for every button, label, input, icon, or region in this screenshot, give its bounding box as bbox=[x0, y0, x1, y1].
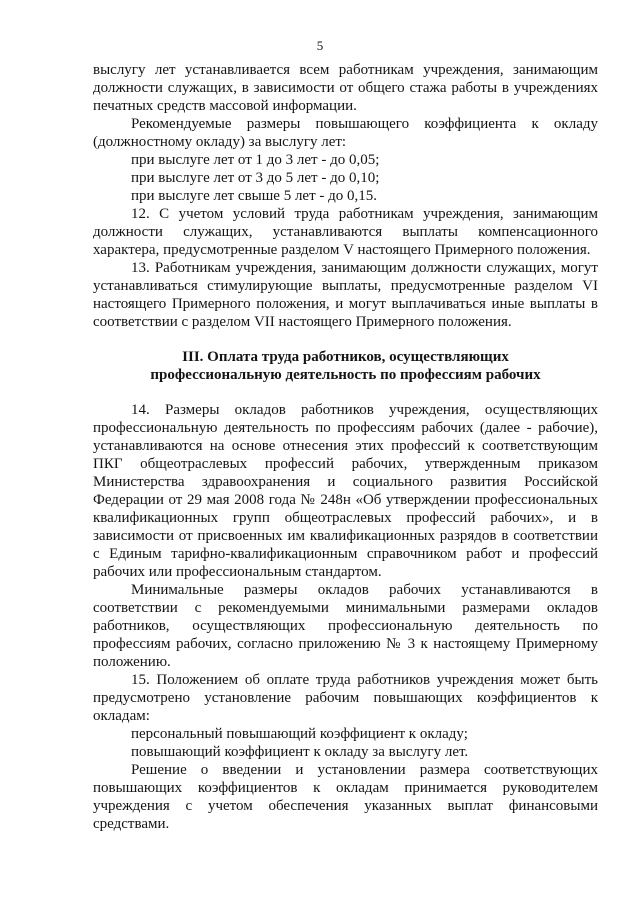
paragraph-15: 15. Положением об оплате труда работников учреждения может быть предусмотрено установление рабочим повышающих коэффициентов к окладам: bbox=[93, 672, 598, 724]
list-item-service-over-5: при выслуге лет свыше 5 лет - до 0,15. bbox=[131, 188, 378, 204]
document-body bbox=[93, 61, 598, 833]
paragraph-continuation: выслугу лет устанавливается всем работникам учреждения, занимающим должности служащих, в зависимости от общего стажа работы в учреждениях печатных средств массовой информации. bbox=[93, 62, 598, 114]
spacer bbox=[93, 384, 598, 401]
list-item-service-3-5: при выслуге лет от 3 до 5 лет - до 0,10; bbox=[131, 170, 380, 186]
list-item-service-1-3: при выслуге лет от 1 до 3 лет - до 0,05; bbox=[131, 152, 380, 168]
page-number: 5 bbox=[316, 38, 324, 53]
list-item-personal-coefficient: персональный повышающий коэффициент к окладу; bbox=[131, 726, 468, 742]
paragraph-decision: Решение о введении и установлении размера соответствующих повышающих коэффициентов к окладам принимается руководителем учреждения с учетом обеспечения указанных выплат финансовыми средствами. bbox=[93, 762, 598, 832]
paragraph-14: 14. Размеры окладов работников учреждения, осуществляющих профессиональную деятельность по профессиям рабочих (далее - рабочие), устанавливаются на основе отнесения этих профессий к соответствующим ПКГ общеотраслевых профессий рабочих, утвержденным приказом Министерства здравоохранения и социального развития Российской Федерации от 29 мая 2008 года № 248н «Об утверждении профессиональных квалификационных групп общеотраслевых профессий рабочих», и в зависимости от присвоенных им квалификационных разрядов в соответствии с Единым тарифно-квалификационным справочником работ и профессий рабочих или профессиональным стандартом. bbox=[93, 402, 598, 580]
section-heading-line-2: профессиональную деятельность по профессиям рабочих bbox=[150, 367, 541, 383]
spacer bbox=[93, 331, 598, 348]
list-item-service-coefficient: повышающий коэффициент к окладу за выслугу лет. bbox=[131, 744, 469, 760]
section-heading-line-1: III. Оплата труда работников, осуществляющих bbox=[182, 349, 509, 365]
paragraph-coefficient-intro: Рекомендуемые размеры повышающего коэффициента к окладу (должностному окладу) за выслугу лет: bbox=[93, 116, 598, 150]
paragraph-12: 12. С учетом условий труда работникам учреждения, занимающим должности служащих, устанавливаются выплаты компенсационного характера, предусмотренные разделом V настоящего Примерного положения. bbox=[93, 206, 598, 258]
paragraph-minimum-salaries: Минимальные размеры окладов рабочих устанавливаются в соответствии с рекомендуемыми минимальными размерами окладов работников, осуществляющих профессиональную деятельность по профессиям рабочих, согласно приложению № 3 к настоящему Примерному положению. bbox=[93, 582, 598, 670]
paragraph-13: 13. Работникам учреждения, занимающим должности служащих, могут устанавливаться стимулирующие выплаты, предусмотренные разделом VI настоящего Примерного положения, и могут выплачиваться иные выплаты в соответствии с разделом VII настоящего Примерного положения. bbox=[93, 260, 598, 330]
